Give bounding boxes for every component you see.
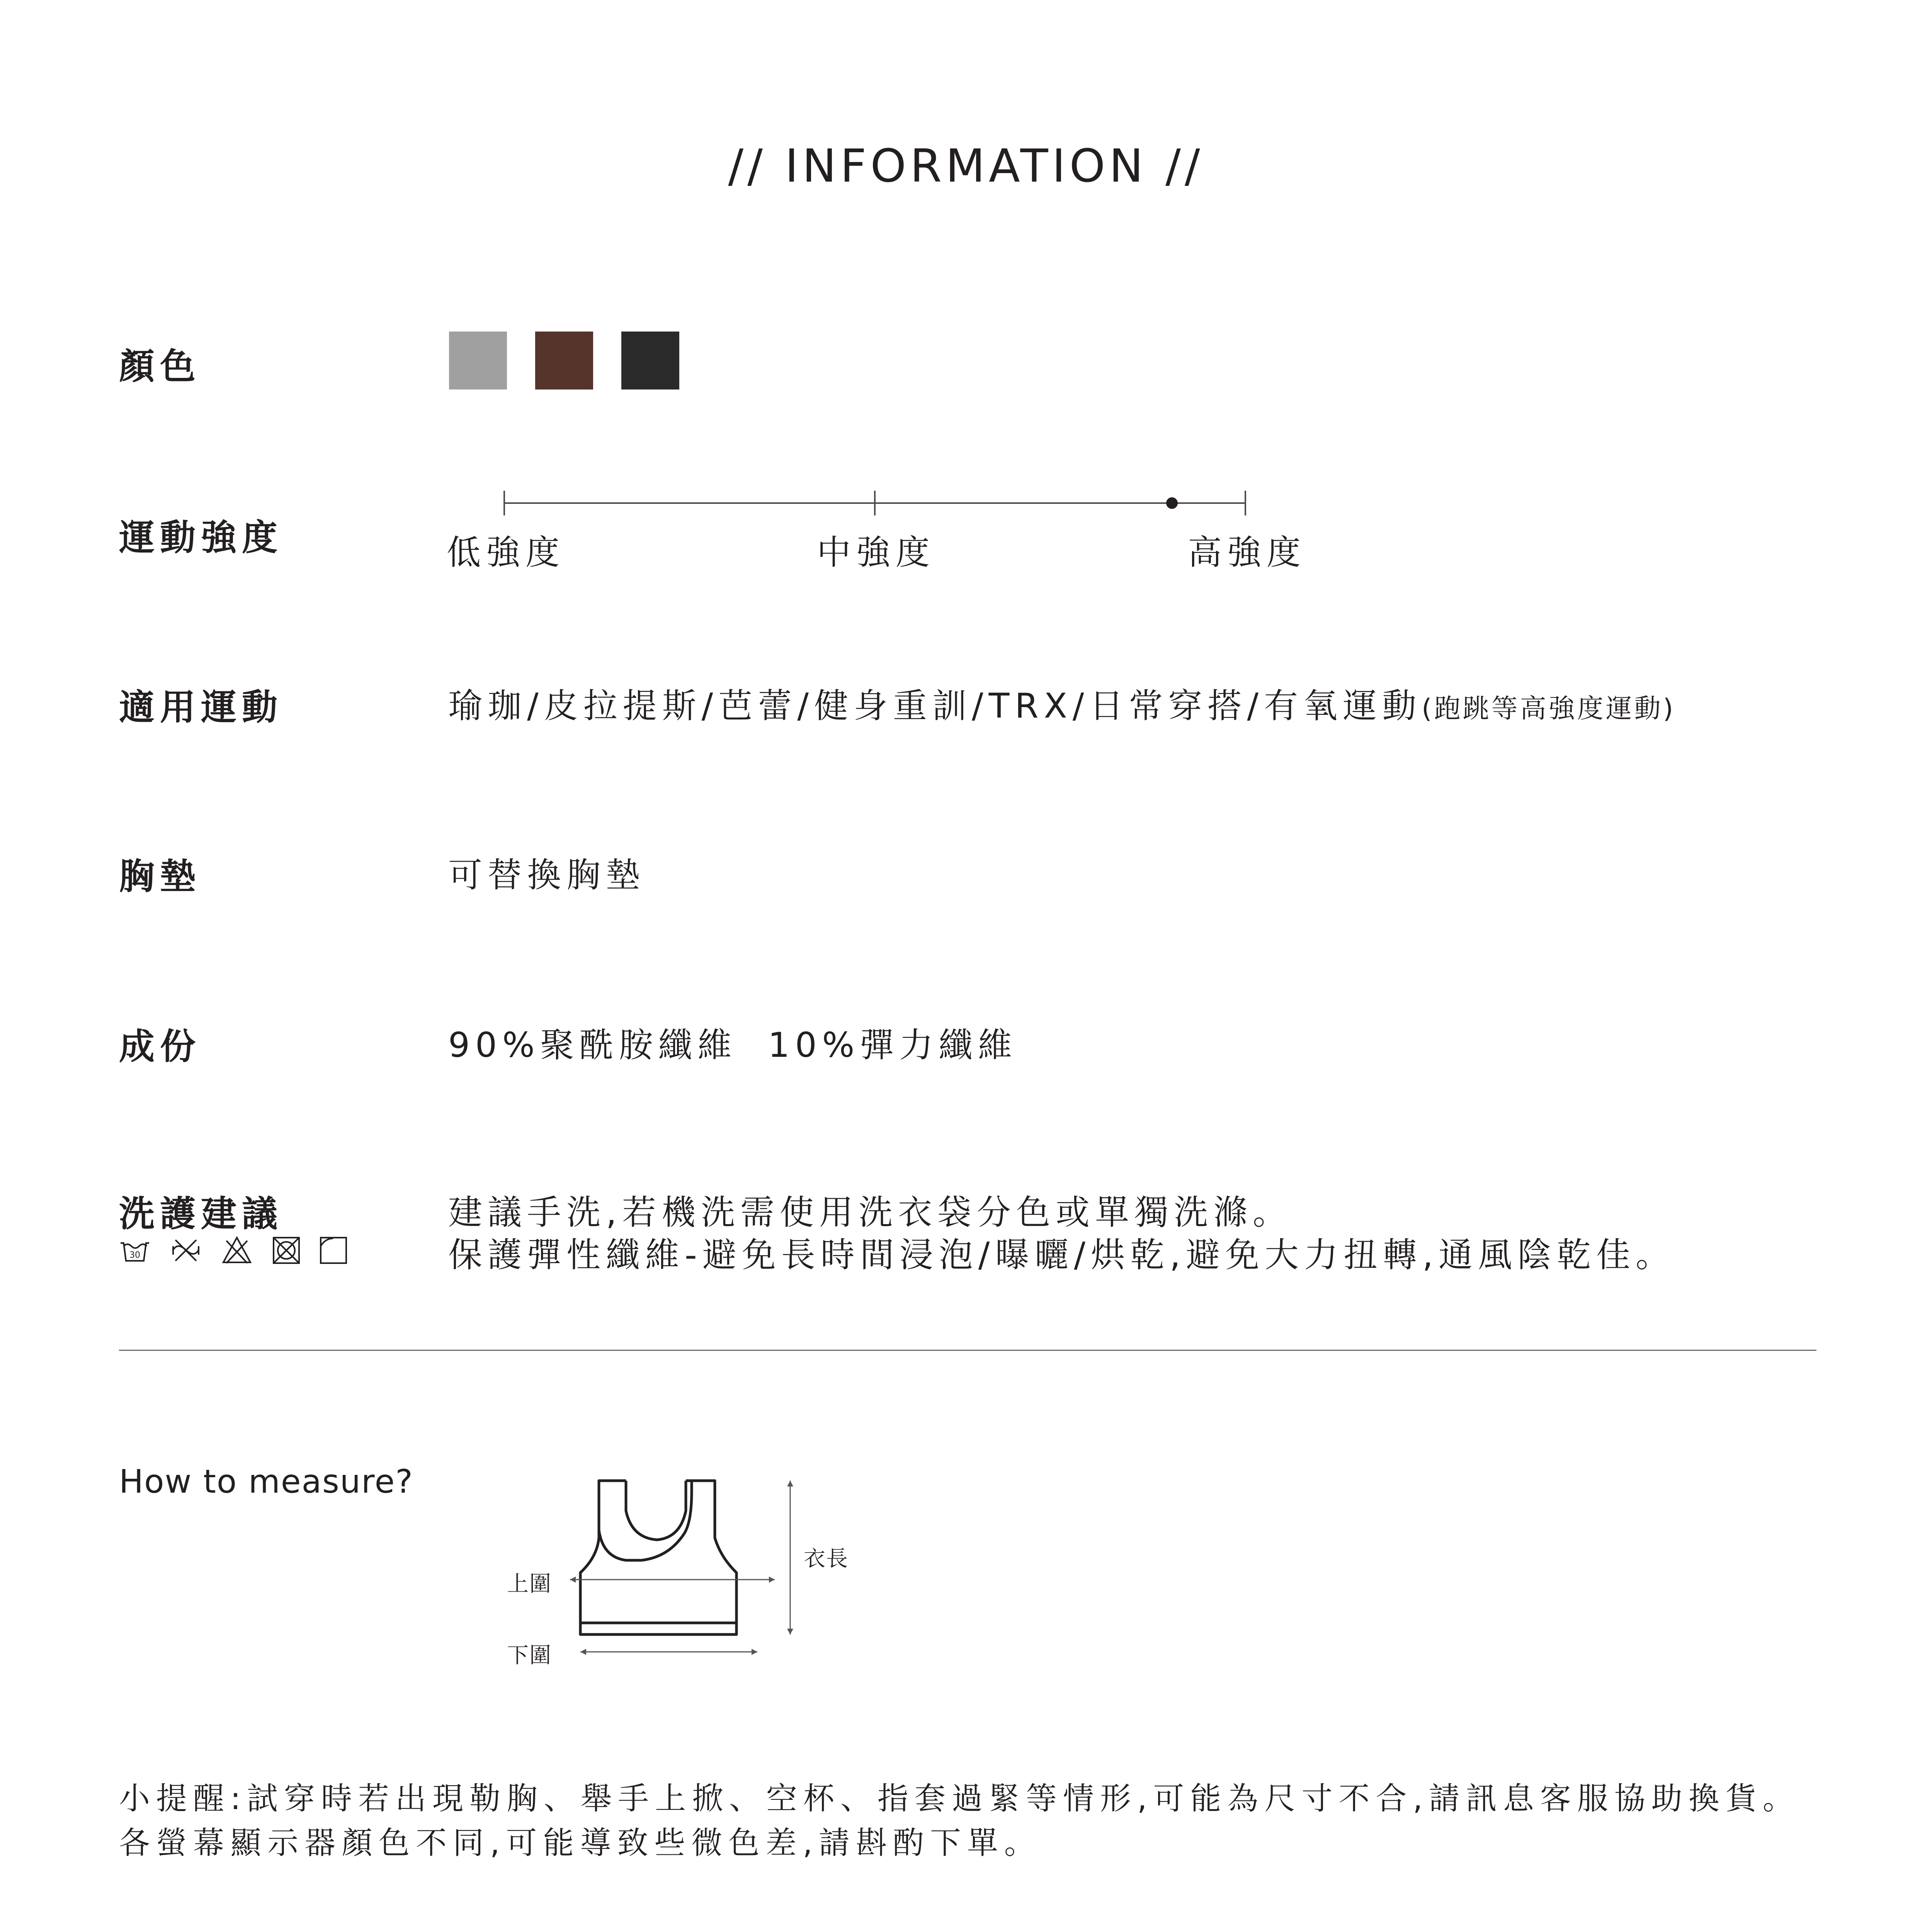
material-value <box>448 1018 1017 1067</box>
sports-value <box>448 679 1675 728</box>
material-elastane: 10%彈力纖維 <box>768 1025 1018 1065</box>
page-title: // INFORMATION // <box>728 139 1204 192</box>
pad-value: 可替換胸墊 <box>448 855 646 895</box>
length-label: 衣長 <box>804 1546 849 1571</box>
sports-note: (跑跳等高強度運動) <box>1422 694 1676 724</box>
scale-tick-mid <box>874 491 876 515</box>
care-label: 洗護建議 <box>119 1193 283 1235</box>
care-line-1: 建議手洗,若機洗需使用洗衣袋分色或單獨洗滌。 <box>448 1192 1292 1232</box>
line-dry-icon <box>318 1235 349 1266</box>
wash-temp: 30 <box>129 1250 140 1260</box>
reminder-line-1: 小提醒:試穿時若出現勒胸、舉手上掀、空杯、指套過緊等情形,可能為尺寸不合,請訊息客服協助換貨。 <box>119 1781 1800 1816</box>
swatch-brown[interactable] <box>535 332 593 389</box>
pad-label: 胸墊 <box>119 856 201 897</box>
care-line-2: 保護彈性纖維-避免長時間浸泡/曝曬/烘乾,避免大力扭轉,通風陰乾佳。 <box>448 1235 1675 1275</box>
material-polyamide: 90%聚酰胺纖維 <box>448 1025 737 1065</box>
measure-heading: How to measure? <box>119 1463 413 1500</box>
level-high: 高強度 <box>1188 532 1306 572</box>
sports-list: 瑜珈/皮拉提斯/芭蕾/健身重訓/TRX/日常穿搭/有氧運動 <box>448 686 1422 726</box>
no-bleach-icon <box>221 1235 253 1266</box>
neckline <box>626 1481 686 1540</box>
lower-bust-label: 下圍 <box>507 1643 552 1668</box>
section-divider <box>119 1350 1816 1351</box>
intensity-label: 運動強度 <box>119 517 283 558</box>
sports-label: 適用運動 <box>119 687 283 728</box>
garment-outline <box>580 1481 736 1634</box>
material-label: 成份 <box>119 1026 201 1067</box>
upper-bust-label: 上圍 <box>507 1571 552 1597</box>
level-low: 低強度 <box>447 532 565 572</box>
hand-wash-30-icon <box>119 1235 151 1266</box>
scale-tick-low <box>503 491 505 515</box>
bra-diagram <box>498 1476 885 1677</box>
intensity-marker <box>1166 497 1178 509</box>
reminder-line-2: 各螢幕顯示器顏色不同,可能導致些微色差,請斟酌下單。 <box>119 1825 1041 1861</box>
swatch-black[interactable] <box>621 332 679 389</box>
swatch-gray[interactable] <box>449 332 507 389</box>
no-tumble-dry-icon <box>270 1235 302 1266</box>
no-wring-icon <box>170 1235 202 1266</box>
color-label: 顏色 <box>119 346 201 387</box>
level-mid: 中強度 <box>817 532 935 572</box>
scale-tick-high <box>1245 491 1246 515</box>
